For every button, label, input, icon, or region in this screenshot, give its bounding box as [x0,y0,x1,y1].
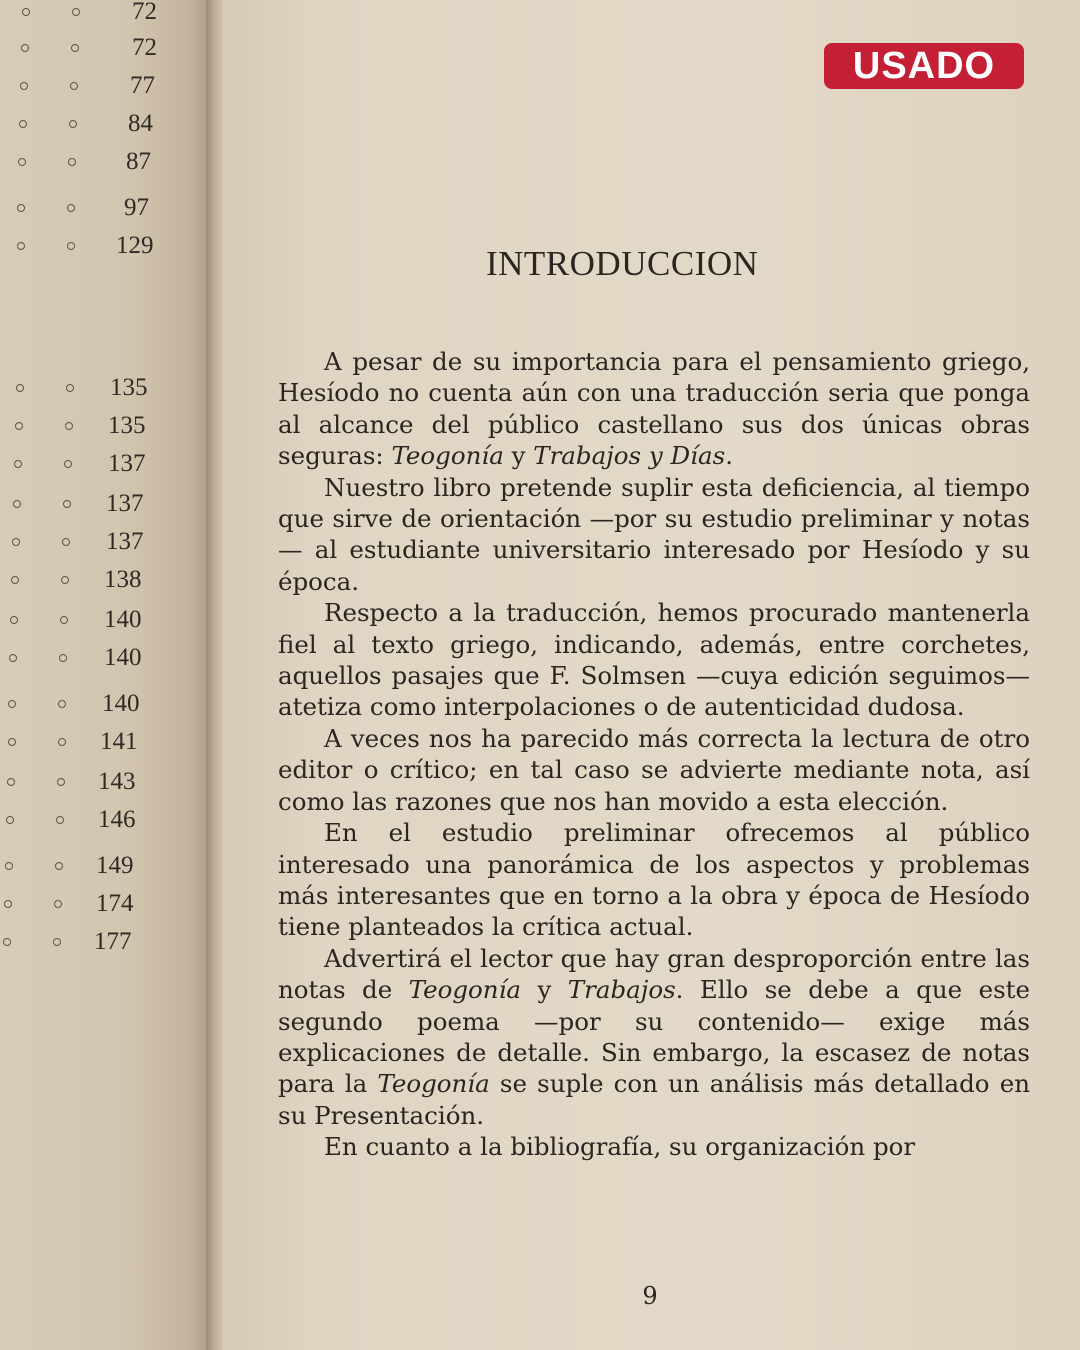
leader-dot [9,654,17,662]
leader-dot [14,460,22,468]
italic-title: Trabajos y Días [533,441,726,471]
toc-page-number: 140 [102,690,140,717]
toc-page-number: 140 [104,644,142,671]
text-run: y [503,441,534,471]
text-run: A veces nos ha parecido más correcta la lectura de otro editor o crítico; en tal caso se advierte mediante nota, así como las razones que nos han movido a esta elección. [278,723,1030,816]
leader-dot [68,158,76,166]
toc-row [0,32,200,64]
italic-title: Trabajos [567,975,676,1005]
toc-page-number: 135 [110,374,148,401]
toc-page-number: 138 [104,566,142,593]
leader-dot [8,738,16,746]
toc-row [0,0,200,28]
italic-title: Teogonía [377,1069,490,1099]
text-run: Nuestro libro pretende suplir esta deficiencia, al tiempo que sirve de orientación —por su estudio preliminar y notas— al estudiante universitario interesado por Hesíodo y su época. [278,472,1030,596]
toc-row [0,688,200,720]
page-number: 9 [642,1282,658,1310]
leader-dot [61,576,69,584]
toc-row [0,850,200,882]
text-run: En cuanto a la bibliografía, su organización por [324,1132,916,1162]
leader-dot [59,654,67,662]
leader-dot [15,422,23,430]
toc-row [0,192,200,224]
leader-dot [65,422,73,430]
used-badge: USADO [824,43,1024,89]
leader-dot [17,242,25,250]
text-run: Respecto a la traducción, hemos procurado mantenerla fiel al texto griego, indicando, además, entre corchetes, aquellos pasajes que F. Solmsen —cuya edición seguimos— atetiza como interpolaciones o de autenticidad dudosa. [278,598,1030,722]
toc-page-number: 129 [116,232,154,259]
toc-row [0,564,200,596]
toc-row [0,488,200,520]
leader-dot [63,500,71,508]
italic-title: Teogonía [408,975,522,1005]
toc-page-number: 149 [96,852,134,879]
paragraph [278,817,1030,943]
leader-dot [71,44,79,52]
leader-dot [6,816,14,824]
toc-row [0,526,200,558]
text-run: Advertirá el lector que hay gran desproporción entre las notas de [278,943,1030,1005]
toc-page-number: 174 [96,890,134,917]
toc-page-number: 137 [106,528,144,555]
toc-row [0,642,200,674]
leader-dot [11,576,19,584]
leader-dot [16,384,24,392]
toc-row [0,766,200,798]
toc-row [0,108,200,140]
toc-row [0,448,200,480]
leader-dot [69,120,77,128]
text-run: En el estudio preliminar ofrecemos al público interesado una panorámica de los aspectos y problemas más interesantes que en torno a la obra y época de Hesíodo tiene planteados la crítica actual. [278,818,1030,942]
paragraph [278,346,1030,472]
toc-row [0,70,200,102]
toc-page-number: 137 [106,490,144,517]
toc-row [0,604,200,636]
leader-dot [21,44,29,52]
leader-dot [3,938,11,946]
leader-dot [10,616,18,624]
toc-page-number: 141 [100,728,138,755]
leader-dot [55,862,63,870]
toc-row [0,146,200,178]
leader-dot [53,938,61,946]
leader-dot [22,8,30,16]
paragraph [278,1131,1030,1162]
leader-dot [60,616,68,624]
leader-dot [72,8,80,16]
leader-dot [70,82,78,90]
leader-dot [4,900,12,908]
text-run: . [725,441,733,471]
italic-title: Teogonía [391,441,504,471]
toc-row [0,888,200,920]
leader-dot [57,778,65,786]
toc-row [0,410,200,442]
toc-page-number: 146 [98,806,136,833]
leader-dot [58,700,66,708]
paragraph [278,723,1030,817]
text-run: y [521,975,568,1005]
chapter-heading: INTRODUCCION [486,244,759,283]
toc-page-number: 72 [132,0,157,25]
toc-page-number: 87 [126,148,151,175]
toc-page-number: 137 [108,450,146,477]
leader-dot [12,538,20,546]
text-run: se suple con un análisis más detallado en su Presentación. [278,1069,1030,1130]
paragraph [278,597,1030,723]
toc-page-number: 143 [98,768,136,795]
toc-page-number: 177 [94,928,132,955]
leader-dot [17,204,25,212]
toc-page-number: 97 [124,194,149,221]
leader-dot [54,900,62,908]
toc-page-number: 135 [108,412,146,439]
toc-row [0,372,200,404]
toc-row [0,726,200,758]
leader-dot [56,816,64,824]
toc-page-number: 72 [132,34,157,61]
leader-dot [8,700,16,708]
toc-row [0,926,200,958]
leader-dot [62,538,70,546]
leader-dot [5,862,13,870]
text-run: . Ello se debe a que este segundo poema —por su contenido— exige más explicaciones de detalle. Sin embargo, la escasez de notas para la [278,975,1030,1099]
leader-dot [58,738,66,746]
paragraph [278,943,1030,1131]
leader-dot [64,460,72,468]
toc-page-number: 77 [130,72,155,99]
leader-dot [18,158,26,166]
leader-dot [7,778,15,786]
toc-row [0,804,200,836]
text-run: A pesar de su importancia para el pensamiento griego, Hesíodo no cuenta aún con una traducción seria que ponga al alcance del público castellano sus dos únicas obras seguras: [278,347,1030,471]
leader-dot [13,500,21,508]
leader-dot [66,384,74,392]
body-text [278,346,1030,1163]
toc-page-number: 140 [104,606,142,633]
toc-row [0,230,200,262]
left-page [0,0,214,1350]
leader-dot [67,242,75,250]
leader-dot [67,204,75,212]
leader-dot [19,120,27,128]
toc-page-number: 84 [128,110,153,137]
paragraph [278,472,1030,598]
leader-dot [20,82,28,90]
